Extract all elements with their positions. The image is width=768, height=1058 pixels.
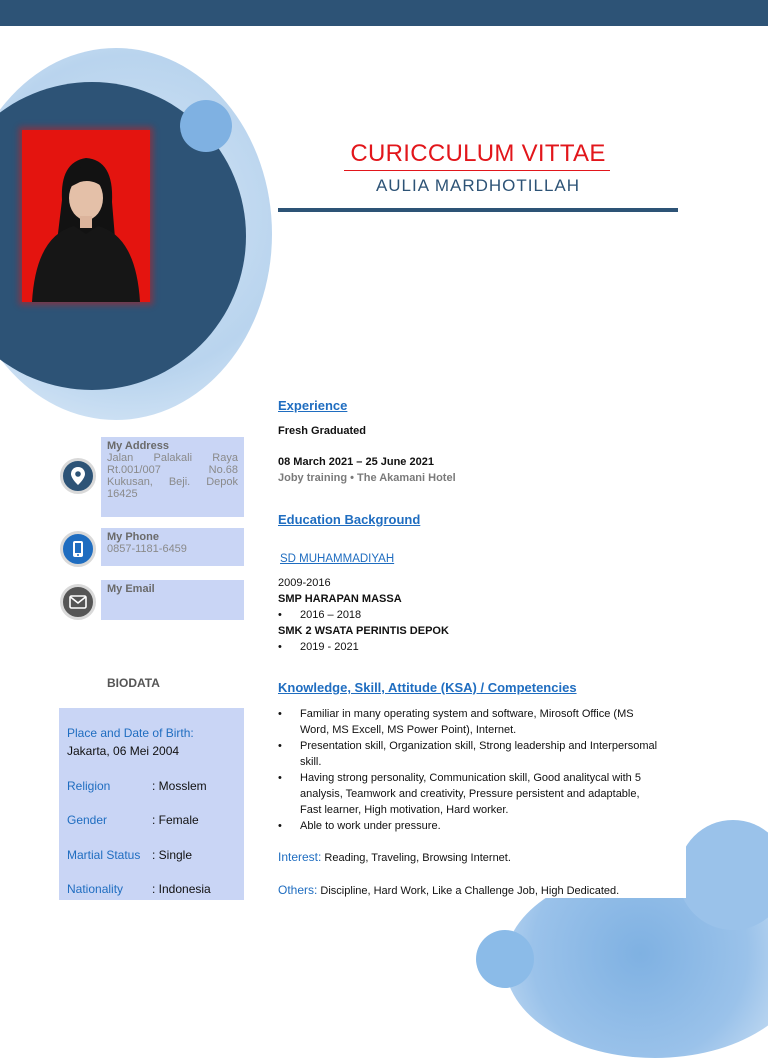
ksa-text: skill. — [300, 756, 322, 768]
marital-status-label: Martial Status — [67, 848, 141, 862]
bullet: • — [278, 820, 282, 832]
experience-detail: Joby training • The Akamani Hotel — [278, 472, 456, 484]
ksa-heading: Knowledge, Skill, Attitude (KSA) / Competencies — [278, 680, 577, 695]
bullet: • — [278, 740, 282, 752]
phone-value[interactable]: 0857-1181-6459 — [107, 543, 187, 555]
phone-icon-badge — [60, 531, 96, 567]
religion-label: Religion — [67, 779, 111, 793]
address-word: Palakali — [153, 452, 193, 464]
envelope-icon — [69, 595, 87, 609]
address-label: My Address — [107, 440, 169, 452]
school-sd-name: SD MUHAMMADIYAH — [280, 553, 395, 565]
ksa-text: analysis, Teamwork and creativity, Pressure persistent and adaptable, — [300, 788, 640, 800]
biodata-heading: BIODATA — [107, 676, 160, 690]
phone-icon — [70, 540, 86, 558]
birth-label: Place and Date of Birth: — [67, 726, 194, 740]
ksa-text: Familiar in many operating system and software, Mirosoft Office (MS — [300, 708, 634, 720]
gender-value: : Female — [152, 813, 199, 827]
address-line-4: 16425 — [107, 488, 138, 500]
address-word: Jalan — [107, 452, 134, 464]
bullet: • — [278, 708, 282, 720]
school-sd-years: 2009-2016 — [278, 577, 331, 589]
list-item — [278, 770, 678, 818]
others-value: Discipline, Hard Work, Like a Challenge Job, High Dedicated. — [320, 885, 620, 897]
interest-label: Interest: — [278, 850, 322, 864]
education-heading: Education Background — [278, 512, 421, 527]
email-icon-badge — [60, 584, 96, 620]
others-label: Others: — [278, 883, 318, 897]
school-smk-name: SMK 2 WSATA PERINTIS DEPOK — [278, 625, 449, 637]
experience-status: Fresh Graduated — [278, 425, 367, 437]
address-word: Raya — [212, 452, 238, 464]
profile-photo — [22, 130, 150, 302]
address-line-3 — [101, 476, 244, 488]
address-word: Beji. — [168, 476, 191, 488]
list-item — [278, 738, 678, 770]
address-word: Rt.001/007 — [107, 464, 161, 476]
ksa-text: Able to work under pressure. — [300, 820, 441, 832]
address-icon-badge — [60, 458, 96, 494]
nationality-label: Nationality — [67, 882, 124, 896]
ksa-list — [278, 706, 678, 834]
list-item — [278, 706, 678, 738]
bullet: • — [278, 772, 282, 784]
bullet: • — [278, 641, 282, 653]
religion-value: : Mosslem — [152, 779, 207, 793]
school-smp-years: 2016 – 2018 — [300, 609, 362, 621]
nationality-value: : Indonesia — [152, 882, 211, 896]
decorative-circle-small-top — [180, 100, 232, 152]
person-name: AULIA MARDHOTILLAH — [375, 176, 581, 195]
address-line-1 — [101, 452, 244, 464]
email-label: My Email — [107, 583, 155, 595]
birth-value: Jakarta, 06 Mei 2004 — [67, 744, 180, 758]
map-pin-icon — [69, 466, 87, 486]
ksa-text: Having strong personality, Communication skill, Good analitycal with 5 — [300, 772, 641, 784]
bullet: • — [278, 609, 282, 621]
biodata-box — [59, 708, 244, 900]
others-line — [278, 883, 619, 897]
address-word: Kukusan, — [107, 476, 153, 488]
address-box — [101, 437, 244, 517]
ksa-text: Presentation skill, Organization skill, Strong leadership and Interpersomal — [300, 740, 658, 752]
phone-label: My Phone — [107, 531, 159, 543]
experience-heading: Experience — [278, 398, 348, 413]
marital-status-value: : Single — [152, 848, 193, 862]
experience-period: 08 March 2021 – 25 June 2021 — [278, 456, 434, 468]
ksa-text: Word, MS Excell, MS Power Point), Internet. — [300, 724, 517, 736]
title-divider — [278, 208, 678, 212]
ksa-text: Fast learner, High motivation, Hard worker. — [300, 804, 509, 816]
top-banner-bar — [0, 0, 768, 26]
school-smk-years: 2019 - 2021 — [300, 641, 359, 653]
list-item — [278, 818, 678, 834]
phone-box — [101, 528, 244, 566]
email-box — [101, 580, 244, 620]
address-word: Depok — [206, 476, 238, 488]
interest-line — [278, 850, 511, 864]
school-smp-name: SMP HARAPAN MASSA — [278, 593, 402, 605]
address-line-2 — [101, 464, 244, 476]
gender-label: Gender — [67, 813, 108, 827]
person-silhouette-icon — [22, 130, 150, 302]
decorative-circle-bottom-small — [476, 930, 534, 988]
address-word: No.68 — [208, 464, 238, 476]
interest-value: Reading, Traveling, Browsing Internet. — [324, 852, 511, 864]
page-title: CURICCULUM VITTAE — [350, 140, 606, 167]
title-underline — [344, 170, 610, 171]
